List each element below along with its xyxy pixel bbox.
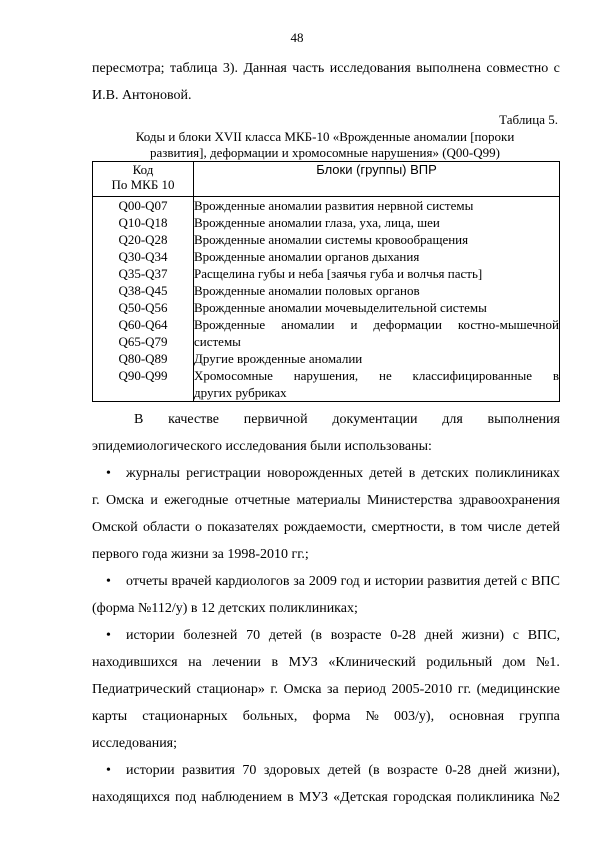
text-line: первого года жизни за 1998-2010 гг.; [92,547,309,562]
block-description: Врожденные аномалии развития нервной системы [194,198,474,213]
word: 2005-2010 [391,682,453,697]
word: области [142,520,190,535]
blocks-column-header: Блоки (группы) ВПР [194,162,560,197]
list-item-first-line [92,622,560,649]
word: №1. [536,655,560,670]
word: (медицинские [476,682,560,697]
word: форма [312,709,351,724]
block-description [194,367,559,384]
list-item-text [126,568,560,595]
word: пересмотра; [92,61,165,76]
word: болезней [183,628,238,643]
word: о [195,520,202,535]
word: 0-28 [445,763,471,778]
list-item-text [126,622,560,649]
word: родильный [426,655,493,670]
word: с [512,628,519,643]
word: (в [310,628,322,643]
word: аномалии [281,317,335,332]
word: возрасте [330,628,382,643]
word: рождаемости, [283,520,367,535]
word: Данная [243,61,287,76]
block-description: Расщелина губы и неба [заячья губа и волчья пасть] [194,266,483,281]
word: жизни), [514,763,560,778]
code-entry: Q90-Q99 [118,368,168,383]
word: регистрации [186,466,261,481]
word: в [271,655,279,670]
text-line: (форма №112/у) в 12 детских поликлиниках; [92,601,358,616]
text-line: исследования; [92,736,178,751]
word: Омской [92,520,138,535]
word: №2 [539,790,560,805]
word: находившихся [92,655,178,670]
word: 3). [222,61,239,76]
table-row [93,197,560,402]
word: Омска [283,682,322,697]
word: истории [126,628,175,643]
word: классифицированные [412,368,533,383]
word: год [340,574,360,589]
word: исследования [329,61,411,76]
word: здравоохранения [458,493,560,508]
word: поликлиниках [475,466,560,481]
word: отчетные [234,493,291,508]
word: карты [92,709,128,724]
word: «Детская [333,790,388,805]
text-line [92,55,560,82]
word: наблюдением [201,790,282,805]
list-item-first-line [92,568,560,595]
icd-blocks-table [92,161,560,402]
word: развития [182,763,235,778]
bullet-icon: • [106,628,111,643]
word: основная [449,709,505,724]
word: жизни) [461,628,505,643]
code-entry: Q60-Q64 [118,317,168,332]
word: деформации [373,317,442,332]
descriptions-cell [194,197,560,402]
bullet-icon: • [106,466,111,481]
list-item-text [126,460,560,487]
word: костно-мышечной [457,317,559,332]
code-entry: Q50-Q56 [118,300,168,315]
word: качестве [168,412,220,427]
block-description: Врожденные аномалии половых органов [194,283,420,298]
word: городская [392,790,452,805]
word: стационарных [142,709,228,724]
word: журналы [126,466,180,481]
word: в [287,790,294,805]
bullet-icon: • [106,574,111,589]
word: больных, [242,709,298,724]
word: и [350,317,358,332]
text-line [92,514,560,541]
word: истории [374,574,424,589]
documentation-paragraph [92,406,560,460]
caption-line: развития], деформации и хромосомные нарушения» (Q00-Q99) [150,145,500,160]
caption-line: Коды и блоки XVII класса МКБ-10 «Врожденные аномалии [пороки [135,129,515,144]
table-label: Таблица 5. [499,112,558,127]
text-line [92,406,560,433]
word: материалы [296,493,361,508]
word: МУЗ [298,790,329,805]
word: здоровых [263,763,321,778]
word: новорожденных [267,466,364,481]
word: детей [484,574,518,589]
word: ВПС [531,574,560,589]
word: г. [92,493,100,508]
block-description [194,316,559,333]
code-entry: Q20-Q28 [118,232,168,247]
word: лечении [212,655,261,670]
word: в [552,368,559,383]
word: смертности, [371,520,444,535]
word: том [460,520,483,535]
word: гг. [457,682,472,697]
word: стационар» [196,682,265,697]
bullet-icon: • [106,763,111,778]
word: Хромосомные [194,368,273,383]
word: ВПС, [527,628,560,643]
word: Педиатрический [92,682,191,697]
word: Министерства [366,493,453,508]
word: детей [369,466,403,481]
text-line: И.В. Антоновой. [92,88,192,103]
word: кардиологов [215,574,290,589]
code-entry: Q65-Q79 [118,334,168,349]
codes-cell [93,197,194,402]
word: детских [421,466,469,481]
text-line [92,649,560,676]
word: отчеты [126,574,168,589]
table-header-row [93,162,560,197]
word: совместно [486,61,549,76]
word: выполнения [487,412,560,427]
word: не [378,368,392,383]
code-entry: Q30-Q34 [118,249,168,264]
text-line [92,703,560,730]
word: нарушения, [293,368,359,383]
word: документации [332,412,418,427]
word: детей [268,628,302,643]
word: дом [502,655,526,670]
word: «Клинический [328,655,416,670]
intro-paragraph [92,55,560,109]
code-entry: Q80-Q89 [118,351,168,366]
word: часть [292,61,325,76]
code-entry: Q00-Q07 [118,198,168,213]
block-description: Другие врожденные аномалии [194,351,363,366]
word: 70 [246,628,261,643]
word: под [174,790,197,805]
word: дней [424,628,453,643]
header-line: По МКБ 10 [111,177,175,192]
list-item-first-line [92,460,560,487]
word: таблица [169,61,218,76]
block-description: Врожденные аномалии системы кровообращения [194,232,469,247]
word: Омска [106,493,145,508]
word: 0-28 [390,628,416,643]
word: детей [526,520,560,535]
word: период [344,682,387,697]
block-description: других рубриках [194,385,287,400]
word: 2009 [308,574,337,589]
word: дней [478,763,507,778]
word: 003/у), [394,709,435,724]
word: ежегодные [164,493,229,508]
word: (в [368,763,380,778]
word: возрасте [387,763,438,778]
table-caption [120,129,530,161]
list-item-text [126,757,560,784]
word: МУЗ [288,655,318,670]
word: за [326,682,339,697]
word: выполнена [416,61,481,76]
page-number: 48 [290,30,304,45]
block-description: системы [194,334,241,349]
list-item-first-line [92,757,560,784]
word: первичной [243,412,308,427]
code-column-header [93,162,194,197]
word: и [150,493,158,508]
word: группа [519,709,560,724]
word: г. [270,682,279,697]
text-line [92,676,560,703]
word: с [521,574,528,589]
word: для [442,412,463,427]
text-line [92,487,560,514]
word: на [188,655,202,670]
word: за [293,574,306,589]
word: числе [487,520,522,535]
text-line: эпидемиологического исследования были использованы: [92,439,432,454]
block-description: Врожденные аномалии глаза, уха, лица, шеи [194,215,440,230]
word: 70 [242,763,257,778]
word: поликлиника [456,790,535,805]
word: показателях [207,520,279,535]
word: Врожденные [194,317,266,332]
word: и [363,574,372,589]
word: развития [427,574,481,589]
word: детей [327,763,361,778]
block-description: Врожденные аномалии мочевыделительной системы [194,300,487,315]
header-line: Код [132,162,154,177]
code-entry: Q10-Q18 [118,215,168,230]
word: истории [126,763,175,778]
word: с [553,61,560,76]
word: № [365,709,379,724]
word: врачей [171,574,212,589]
sources-list [92,460,560,811]
word: в [408,466,416,481]
word: В [134,412,144,427]
word: находящихся [92,790,170,805]
block-description: Врожденные аномалии органов дыхания [194,249,420,264]
code-entry: Q38-Q45 [118,283,168,298]
text-line [92,784,560,811]
code-entry: Q35-Q37 [118,266,168,281]
word: в [449,520,456,535]
